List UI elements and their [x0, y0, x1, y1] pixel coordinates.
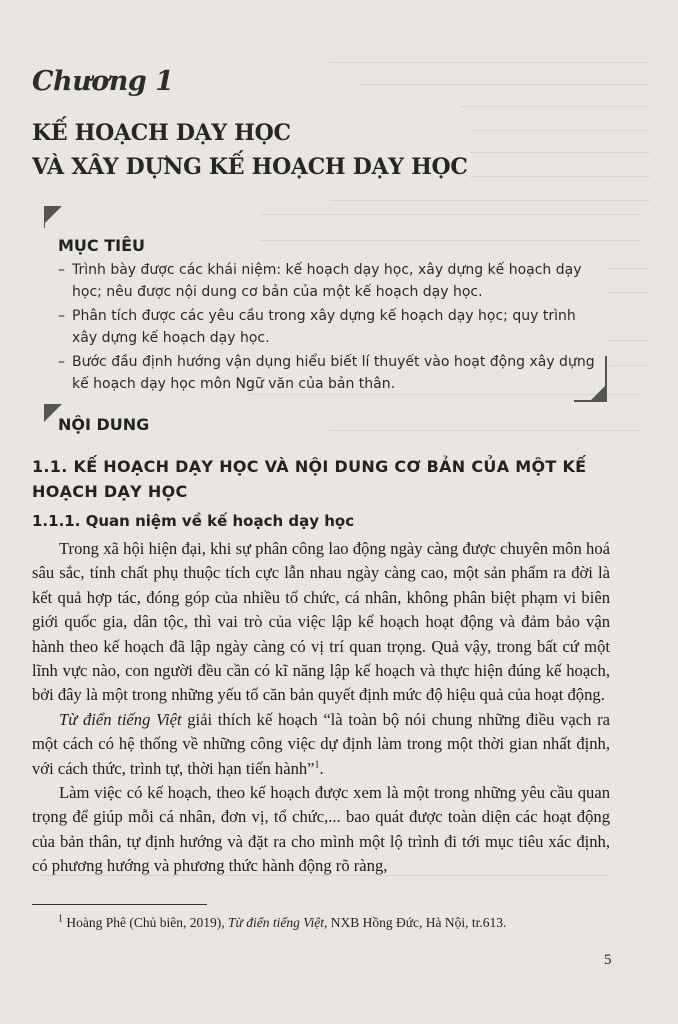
- chapter-title: [32, 116, 592, 184]
- chapter-title-line-1: KẾ HOẠCH DẠY HỌC: [32, 120, 291, 146]
- corner-marker-top-left: [44, 206, 62, 224]
- footnote-number: 1: [58, 913, 63, 925]
- chapter-title-line-2: VÀ XÂY DỰNG KẾ HOẠCH DẠY HỌC: [32, 154, 468, 180]
- body-text: [32, 537, 610, 879]
- paragraph-3: Làm việc có kế hoạch, theo kế hoạch được xem là một trong những yêu cầu quan trọng để giúp mỗi cá nhân, đơn vị, tổ chức,... bao quát được toàn diện các hoạt động của bản thân, tự định hướng và đặt ra cho mình một lộ trình đi tới mục tiêu xác định, có phương hướng và phương thức hành động rõ ràng,: [32, 783, 610, 876]
- footnote-reference[interactable]: 1: [314, 759, 320, 771]
- paragraph-2-text: giải thích kế hoạch “là toàn bộ nói chung những điều vạch ra một cách có hệ thống về những công việc dự định làm trong một thời gian nhất định, với cách thức, trình tự, thời hạn tiến hành”: [32, 709, 610, 778]
- objective-item: – Phân tích được các yêu cầu trong xây dựng kế hoạch dạy học; quy trình xây dựng kế hoạch dạy học.: [58, 305, 598, 349]
- page-number: 5: [604, 952, 612, 968]
- section-title: 1.1. KẾ HOẠCH DẠY HỌC VÀ NỘI DUNG CƠ BẢN CỦA MỘT KẾ HOẠCH DẠY HỌC: [32, 457, 587, 501]
- objectives-heading: MỤC TIÊU: [58, 236, 146, 255]
- footnote-text-after: , NXB Hồng Đức, Hà Nội, tr.613.: [323, 915, 507, 930]
- footnote-book-title: Từ điển tiếng Việt: [227, 915, 324, 930]
- dictionary-title: Từ điển tiếng Việt: [59, 709, 182, 729]
- subsection-title: 1.1.1. Quan niệm về kế hoạch dạy học: [32, 512, 355, 530]
- objectives-box: [44, 206, 607, 402]
- chapter-label: Chương 1: [32, 66, 174, 97]
- footnote-text-before: Hoàng Phê (Chủ biên, 2019),: [63, 915, 228, 930]
- paragraph-1: Trong xã hội hiện đại, khi sự phân công lao động ngày càng được chuyên môn hoá sâu sắc, tính chất phụ thuộc tích cực lẫn nhau ngày càng cao, một sản phẩm ra đời là kết quả hợp tác, đóng góp của nhiều tổ chức, cá nhân, không phân biệt phạm vi biên giới quốc gia, dân tộc, thì vai trò của việc lập kế hoạch hoạt động và đảm bảo vận hành theo kế hoạch đã lập ngày càng có vị trí quan trọng. Quả vậy, trong bất cứ một lĩnh vực nào, con người đều cần có kĩ năng lập kế hoạch và thực hiện đúng kế hoạch, bởi đây là một trong những yếu tố căn bản quyết định mức độ hiệu quả của hoạt động.: [32, 539, 610, 705]
- paragraph-2: Từ điển tiếng Việt giải thích kế hoạch “là toàn bộ nói chung những điều vạch ra một cách có hệ thống về những công việc dự định làm trong một thời gian nhất định, với cách thức, trình tự, thời hạn tiến hành”$^1$.: [32, 709, 610, 778]
- footnote: [58, 915, 618, 931]
- objective-item: – Bước đầu định hướng vận dụng hiểu biết lí thuyết vào hoạt động xây dựng kế hoạch dạy học môn Ngữ văn của bản thân.: [58, 351, 598, 395]
- objectives-list: [58, 259, 598, 397]
- footnote-divider: [32, 904, 207, 905]
- objective-item: – Trình bày được các khái niệm: kế hoạch dạy học, xây dựng kế hoạch dạy học; nêu được nội dung cơ bản của một kế hoạch dạy học.: [58, 259, 598, 303]
- content-heading: NỘI DUNG: [58, 415, 150, 434]
